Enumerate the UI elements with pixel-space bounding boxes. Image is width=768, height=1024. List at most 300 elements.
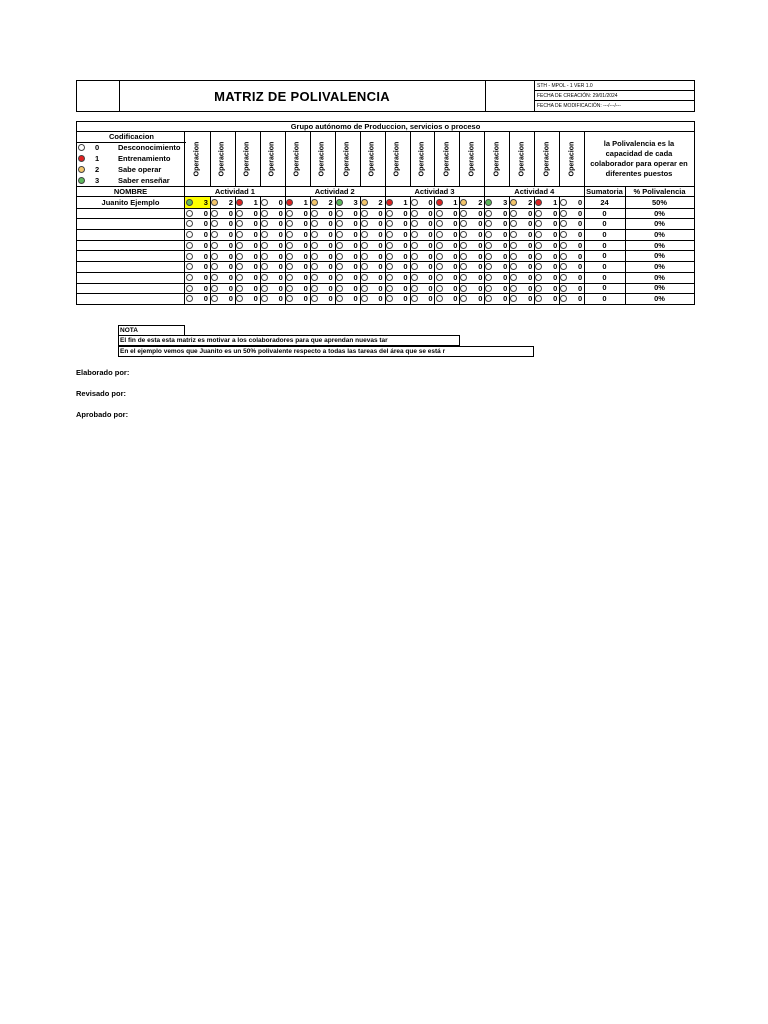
skill-value: 1 [253,198,258,207]
skill-value: 0 [328,294,333,304]
skill-value: 0 [353,283,358,293]
row-percent: 0% [625,283,695,295]
skill-value: 2 [378,198,383,207]
skill-cell[interactable] [484,293,510,305]
skill-value: 0 [478,262,483,272]
skill-value: 0 [378,272,383,282]
skill-value: 0 [378,251,383,261]
operation-label: Operacion [518,141,526,176]
skill-value: 0 [253,208,258,218]
skill-value: 0 [578,251,583,261]
status-dot-icon [286,274,293,281]
status-dot-icon [286,210,293,217]
skill-value: 0 [503,251,508,261]
status-dot-icon [236,263,243,270]
skill-value: 0 [203,294,208,304]
status-dot-icon [336,220,343,227]
status-dot-icon [261,199,268,206]
status-dot-icon [286,220,293,227]
skill-value: 0 [453,208,458,218]
skill-value: 0 [528,272,533,282]
skill-value: 0 [428,230,433,240]
operation-label: Operacion [568,141,576,176]
status-dot-icon [510,274,517,281]
skill-value: 0 [328,208,333,218]
skill-value: 0 [378,262,383,272]
status-dot-icon [510,263,517,270]
activity-header: Actividad 1 [185,186,286,197]
status-dot-icon [211,263,218,270]
legend-code: 0 [95,143,100,152]
status-dot-icon [186,285,193,292]
skill-cell[interactable] [385,293,411,305]
skill-cell[interactable] [435,293,461,305]
status-dot-icon [311,285,318,292]
status-dot-icon [560,274,567,281]
codification-legend [76,131,185,187]
skill-value: 0 [228,283,233,293]
skill-cell[interactable] [335,293,361,305]
skill-value: 0 [403,251,408,261]
employee-name[interactable]: Juanito Ejemplo [76,197,185,209]
status-dot-icon [311,220,318,227]
operation-label: Operacion [293,141,301,176]
skill-value: 0 [203,272,208,282]
status-dot-icon [411,274,418,281]
skill-value: 0 [228,240,233,250]
status-dot-icon [361,285,368,292]
status-dot-icon [336,274,343,281]
status-dot-icon [460,295,467,302]
status-dot-icon [485,263,492,270]
employee-name[interactable] [76,293,185,305]
operation-label: Operacion [318,141,326,176]
row-percent: 0% [625,272,695,284]
status-dot-icon [311,231,318,238]
status-dot-icon [186,210,193,217]
meta-modified: FECHA DE MODIFICACIÓN: ---/---/--- [537,103,621,109]
skill-cell[interactable] [534,293,560,305]
status-dot-icon [78,155,85,162]
status-dot-icon [560,295,567,302]
status-dot-icon [411,242,418,249]
status-dot-icon [261,295,268,302]
meta-created: FECHA DE CREACIÓN: 29/01/2024 [535,91,695,101]
row-sum: 0 [584,208,626,220]
status-dot-icon [485,285,492,292]
status-dot-icon [236,274,243,281]
skill-value: 0 [253,283,258,293]
skill-value: 0 [578,283,583,293]
skill-value: 0 [328,272,333,282]
status-dot-icon [236,199,243,206]
skill-value: 0 [403,262,408,272]
skill-value: 0 [303,230,308,240]
skill-cell[interactable] [285,293,311,305]
status-dot-icon [361,253,368,260]
skill-value: 0 [528,230,533,240]
skill-value: 0 [503,294,508,304]
operation-label: Operacion [418,141,426,176]
activity-header: Actividad 4 [484,186,585,197]
skill-value: 0 [453,219,458,229]
skill-value: 0 [403,240,408,250]
status-dot-icon [78,144,85,151]
skill-value: 0 [553,262,558,272]
status-dot-icon [485,210,492,217]
status-dot-icon [386,253,393,260]
skill-value: 0 [503,240,508,250]
document-meta [534,81,695,111]
operation-header [310,131,336,187]
skill-value: 0 [303,240,308,250]
skill-value: 0 [303,272,308,282]
skill-value: 0 [453,230,458,240]
skill-value: 0 [503,272,508,282]
name-header: NOMBRE [76,186,185,197]
skill-value: 0 [528,219,533,229]
status-dot-icon [361,263,368,270]
skill-value: 0 [503,262,508,272]
group-title: Grupo autónomo de Produccion, servicios o proceso [76,121,695,132]
skill-value: 0 [278,230,283,240]
skill-value: 0 [278,283,283,293]
status-dot-icon [186,199,193,206]
operation-label: Operacion [468,141,476,176]
status-dot-icon [510,295,517,302]
skill-value: 0 [328,240,333,250]
legend-row [77,153,186,164]
skill-value: 0 [203,208,208,218]
status-dot-icon [386,220,393,227]
legend-label: Saber enseñar [118,176,170,185]
status-dot-icon [78,166,85,173]
status-dot-icon [361,220,368,227]
skill-value: 0 [253,251,258,261]
status-dot-icon [460,274,467,281]
status-dot-icon [411,210,418,217]
status-dot-icon [286,285,293,292]
skill-cell[interactable] [310,293,336,305]
skill-cell[interactable] [559,293,585,305]
status-dot-icon [361,231,368,238]
skill-value: 0 [478,230,483,240]
status-dot-icon [211,274,218,281]
skill-value: 3 [503,198,508,207]
status-dot-icon [436,242,443,249]
skill-value: 0 [428,198,433,207]
legend-label: Sabe operar [118,165,162,174]
skill-value: 0 [203,230,208,240]
status-dot-icon [411,231,418,238]
status-dot-icon [535,242,542,249]
skill-value: 0 [578,208,583,218]
skill-value: 0 [253,262,258,272]
status-dot-icon [361,199,368,206]
status-dot-icon [286,242,293,249]
row-sum: 0 [584,293,626,305]
skill-value: 0 [353,294,358,304]
skill-value: 0 [578,230,583,240]
skill-value: 0 [353,251,358,261]
skill-value: 2 [328,198,333,207]
status-dot-icon [361,210,368,217]
status-dot-icon [361,295,368,302]
skill-value: 0 [453,240,458,250]
skill-value: 0 [528,283,533,293]
activity-header: Actividad 2 [285,186,386,197]
skill-value: 0 [378,208,383,218]
skill-value: 0 [203,262,208,272]
legend-row [77,164,186,175]
status-dot-icon [485,242,492,249]
skill-value: 0 [428,208,433,218]
skill-value: 1 [303,198,308,207]
skill-value: 0 [253,230,258,240]
skill-value: 0 [403,283,408,293]
status-dot-icon [211,199,218,206]
status-dot-icon [535,210,542,217]
status-dot-icon [460,210,467,217]
status-dot-icon [560,199,567,206]
operation-header [484,131,510,187]
operation-header [435,131,461,187]
status-dot-icon [261,210,268,217]
status-dot-icon [485,231,492,238]
skill-cell[interactable] [459,293,485,305]
skill-value: 0 [378,240,383,250]
legend-label: Desconocimiento [118,143,181,152]
status-dot-icon [286,231,293,238]
skill-value: 0 [353,262,358,272]
skill-value: 3 [203,198,208,207]
skill-value: 0 [328,262,333,272]
status-dot-icon [560,210,567,217]
status-dot-icon [236,242,243,249]
status-dot-icon [361,274,368,281]
skill-value: 0 [278,262,283,272]
status-dot-icon [460,285,467,292]
skill-cell[interactable] [260,293,286,305]
status-dot-icon [510,210,517,217]
status-dot-icon [386,263,393,270]
status-dot-icon [311,263,318,270]
status-dot-icon [261,242,268,249]
status-dot-icon [211,220,218,227]
note-line-1: El fin de esta esta matriz es motivar a los colaboradores para que aprendan nuevas tar [118,335,460,346]
skill-value: 0 [353,219,358,229]
row-percent: 0% [625,251,695,263]
status-dot-icon [510,220,517,227]
skill-value: 0 [328,251,333,261]
row-sum: 0 [584,240,626,252]
skill-value: 0 [478,294,483,304]
skill-value: 2 [228,198,233,207]
skill-value: 0 [428,219,433,229]
status-dot-icon [485,274,492,281]
meta-code: STH - MPOL - 1 VER 1.0 [535,81,695,91]
skill-value: 0 [428,272,433,282]
legend-code: 2 [95,165,100,174]
row-percent: 0% [625,208,695,220]
skill-value: 0 [253,294,258,304]
status-dot-icon [78,177,85,184]
skill-value: 2 [528,198,533,207]
skill-value: 0 [378,283,383,293]
note-line-2: En el ejemplo vemos que Juanito es un 50% polivalente respecto a todas las tareas del área que se está r [118,346,534,357]
skill-value: 0 [578,240,583,250]
status-dot-icon [535,231,542,238]
status-dot-icon [386,231,393,238]
status-dot-icon [386,210,393,217]
operation-header [210,131,236,187]
status-dot-icon [386,242,393,249]
status-dot-icon [286,253,293,260]
status-dot-icon [436,263,443,270]
skill-value: 0 [553,240,558,250]
skill-cell[interactable] [360,293,386,305]
skill-cell[interactable] [410,293,436,305]
status-dot-icon [411,199,418,206]
row-sum: 24 [584,197,626,209]
status-dot-icon [460,199,467,206]
row-sum: 0 [584,218,626,230]
status-dot-icon [560,220,567,227]
skill-value: 0 [553,251,558,261]
operation-label: Operacion [368,141,376,176]
skill-value: 0 [428,283,433,293]
skill-value: 0 [503,230,508,240]
row-sum: 0 [584,261,626,273]
skill-value: 0 [553,219,558,229]
skill-value: 0 [228,262,233,272]
status-dot-icon [411,285,418,292]
skill-value: 0 [453,272,458,282]
status-dot-icon [336,210,343,217]
document-header [76,80,695,112]
skill-value: 0 [278,208,283,218]
status-dot-icon [261,253,268,260]
operation-header [410,131,436,187]
status-dot-icon [411,263,418,270]
skill-value: 0 [428,262,433,272]
skill-value: 0 [478,272,483,282]
operation-label: Operacion [543,141,551,176]
status-dot-icon [336,285,343,292]
skill-value: 0 [253,219,258,229]
skill-value: 0 [528,294,533,304]
status-dot-icon [261,263,268,270]
skill-value: 0 [203,240,208,250]
activity-header: Actividad 3 [385,186,486,197]
skill-value: 0 [578,219,583,229]
skill-value: 0 [553,208,558,218]
operation-label: Operacion [243,141,251,176]
skill-value: 0 [503,208,508,218]
status-dot-icon [311,242,318,249]
skill-cell[interactable] [185,293,211,305]
row-sum: 0 [584,272,626,284]
operation-header [559,131,585,187]
skill-value: 0 [528,208,533,218]
operation-label: Operacion [193,141,201,176]
status-dot-icon [186,263,193,270]
skill-value: 0 [403,230,408,240]
skill-value: 0 [228,219,233,229]
skill-value: 1 [453,198,458,207]
status-dot-icon [211,231,218,238]
status-dot-icon [386,199,393,206]
skill-value: 0 [278,251,283,261]
status-dot-icon [336,199,343,206]
skill-value: 0 [578,272,583,282]
aprobado-label: Aprobado por: [76,410,129,419]
skill-value: 0 [378,294,383,304]
status-dot-icon [535,274,542,281]
skill-cell[interactable] [509,293,535,305]
status-dot-icon [510,242,517,249]
skill-value: 0 [553,283,558,293]
status-dot-icon [460,263,467,270]
status-dot-icon [211,295,218,302]
skill-value: 0 [378,219,383,229]
skill-value: 0 [478,208,483,218]
status-dot-icon [436,210,443,217]
status-dot-icon [460,242,467,249]
status-dot-icon [560,253,567,260]
legend-code: 1 [95,154,100,163]
status-dot-icon [460,220,467,227]
status-dot-icon [560,231,567,238]
status-dot-icon [535,199,542,206]
status-dot-icon [336,253,343,260]
status-dot-icon [535,295,542,302]
status-dot-icon [286,263,293,270]
status-dot-icon [186,253,193,260]
status-dot-icon [436,231,443,238]
operation-header [385,131,411,187]
status-dot-icon [336,242,343,249]
status-dot-icon [386,285,393,292]
skill-value: 0 [403,272,408,282]
row-percent: 50% [625,197,695,209]
skill-cell[interactable] [210,293,236,305]
skill-value: 0 [478,283,483,293]
status-dot-icon [510,285,517,292]
status-dot-icon [386,295,393,302]
status-dot-icon [311,295,318,302]
status-dot-icon [261,285,268,292]
operation-header [285,131,311,187]
skill-value: 0 [428,251,433,261]
status-dot-icon [186,274,193,281]
skill-value: 0 [453,262,458,272]
skill-value: 0 [203,219,208,229]
polyvalence-definition: la Polivalencia es la capacidad de cada colaborador para operar en diferentes puestos [584,131,695,187]
operation-header [260,131,286,187]
status-dot-icon [211,285,218,292]
status-dot-icon [510,231,517,238]
operation-label: Operacion [443,141,451,176]
skill-value: 0 [453,283,458,293]
status-dot-icon [535,220,542,227]
status-dot-icon [411,253,418,260]
skill-cell[interactable] [235,293,261,305]
skill-value: 0 [553,230,558,240]
skill-value: 0 [353,240,358,250]
status-dot-icon [460,231,467,238]
skill-value: 0 [553,294,558,304]
